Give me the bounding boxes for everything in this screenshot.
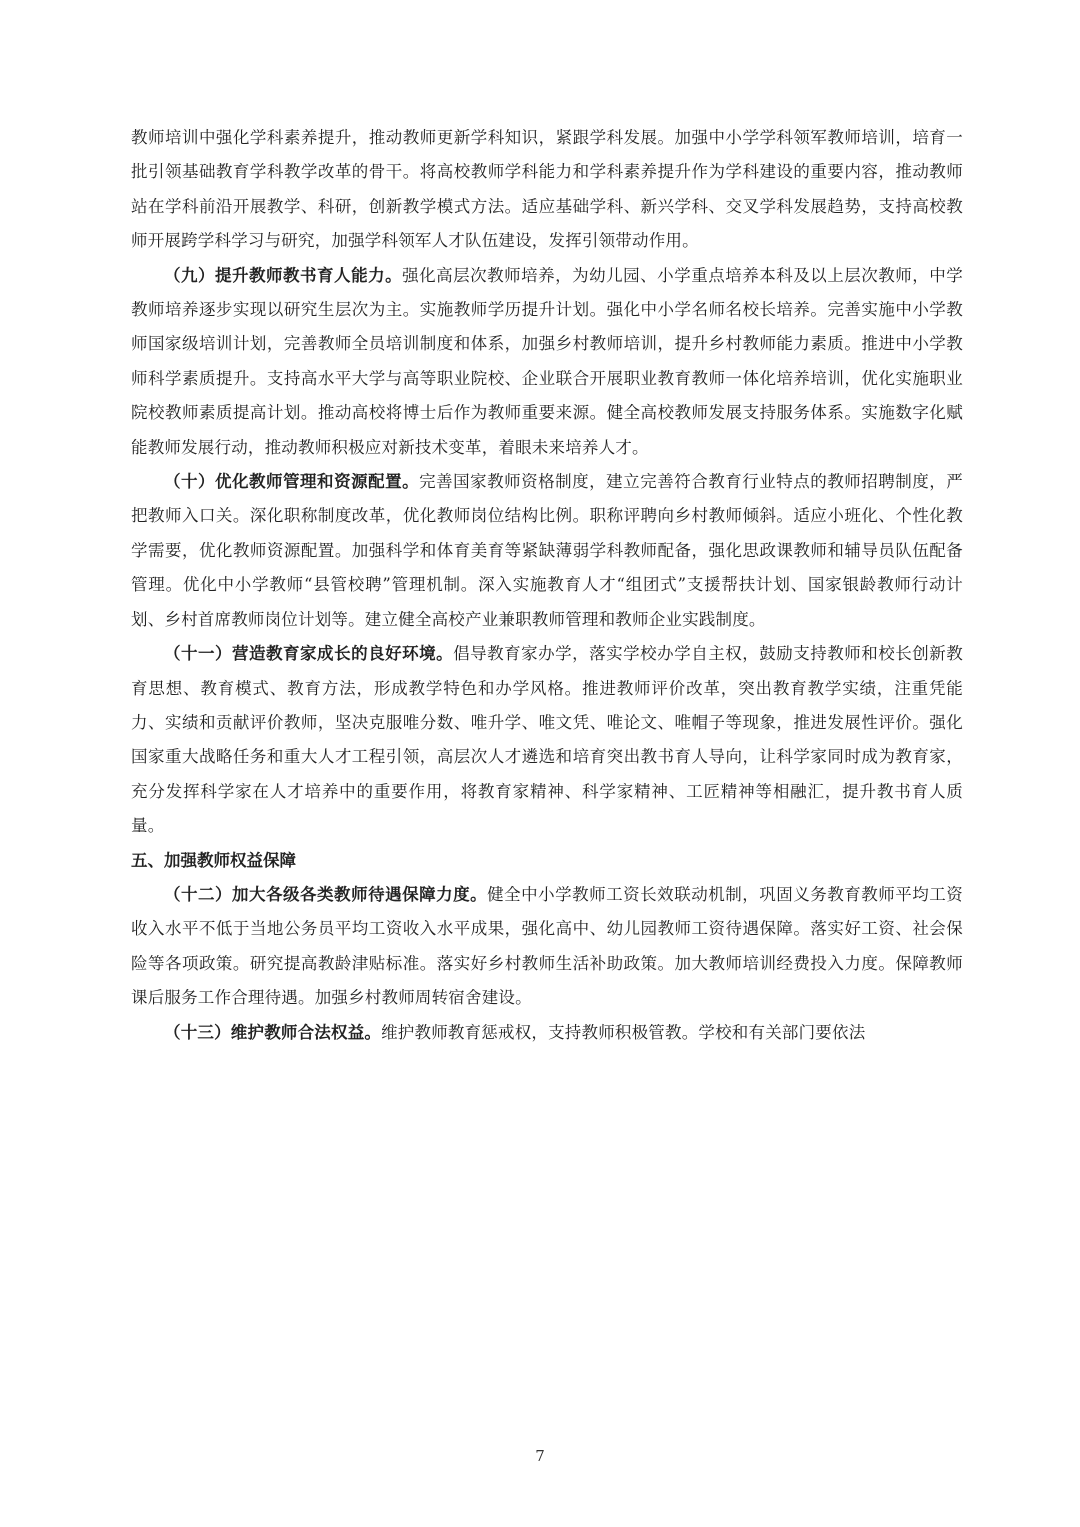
paragraph-continuation	[131, 121, 963, 259]
paragraph-heading: （十）优化教师管理和资源配置。	[164, 472, 420, 492]
paragraph-body: 强化高层次教师培养，为幼儿园、小学重点培养本科及以上层次教师，中学教师培养逐步实现以研究生层次为主。实施教师学历提升计划。强化中小学名师名校长培养。完善实施中小学教师国家级培训计划，完善教师全员培训制度和体系，加强乡村教师培训，提升乡村教师能力素质。推进中小学教师科学素质提升。支持高水平大学与高等职业院校、企业联合开展职业教育教师一体化培养培训，优化实施职业院校教师素质提高计划。推动高校将博士后作为教师重要来源。健全高校教师发展支持服务体系。实施数字化赋能教师发展行动，推动教师积极应对新技术变革，着眼未来培养人才。	[131, 265, 963, 457]
paragraph-heading: （十一）营造教育家成长的良好环境。	[164, 644, 454, 664]
paragraph-item-13	[131, 1016, 963, 1050]
paragraph-body: 完善国家教师资格制度，建立完善符合教育行业特点的教师招聘制度，严把教师入口关。深化职称制度改革，优化教师岗位结构比例。职称评聘向乡村教师倾斜。适应小班化、个性化教学需要，优化教师资源配置。加强科学和体育美育等紧缺薄弱学科教师配备，强化思政课教师和辅导员队伍配备管理。优化中小学教师“县管校聘”管理机制。深入实施教育人才“组团式”支援帮扶计划、国家银龄教师行动计划、乡村首席教师岗位计划等。建立健全高校产业兼职教师管理和教师企业实践制度。	[131, 472, 964, 629]
paragraph-heading: （十二）加大各级各类教师待遇保障力度。	[164, 884, 488, 904]
paragraph-heading: （十三）维护教师合法权益。	[164, 1022, 382, 1042]
paragraph-body: 教师培训中强化学科素养提升，推动教师更新学科知识，紧跟学科发展。加强中小学学科领军教师培训，培育一批引领基础教育学科教学改革的骨干。将高校教师学科能力和学科素养提升作为学科建设的重要内容，推动教师站在学科前沿开展教学、科研，创新教学模式方法。适应基础学科、新兴学科、交叉学科发展趋势，支持高校教师开展跨学科学习与研究，加强学科领军人才队伍建设，发挥引领带动作用。	[131, 128, 963, 251]
paragraph-body: 维护教师教育惩戒权，支持教师积极管教。学校和有关部门要依法	[381, 1022, 866, 1042]
paragraph-body: 倡导教育家办学，落实学校办学自主权，鼓励支持教师和校长创新教育思想、教育模式、教育方法，形成教学特色和办学风格。推进教师评价改革，突出教育教学实绩，注重凭能力、实绩和贡献评价教师，坚决克服唯分数、唯升学、唯文凭、唯论文、唯帽子等现象，推进发展性评价。强化国家重大战略任务和重大人才工程引领，高层次人才遴选和培育突出教书育人导向，让科学家同时成为教育家，充分发挥科学家在人才培养中的重要作用，将教育家精神、科学家精神、工匠精神等相融汇，提升教书育人质量。	[131, 644, 963, 836]
page-number: 7	[535, 1447, 545, 1465]
paragraph-body: 健全中小学教师工资长效联动机制，巩固义务教育教师平均工资收入水平不低于当地公务员平均工资收入水平成果，强化高中、幼儿园教师工资待遇保障。落实好工资、社会保险等各项政策。研究提高教龄津贴标准。落实好乡村教师生活补助政策。加大教师培训经费投入力度。保障教师课后服务工作合理待遇。加强乡村教师周转宿舍建设。	[131, 884, 963, 1008]
paragraph-heading: （九）提升教师教书育人能力。	[164, 265, 403, 285]
page-body	[131, 121, 963, 1050]
paragraph-item-12	[131, 878, 963, 1016]
paragraph-item-11	[131, 637, 963, 843]
section-heading: 五、加强教师权益保障	[131, 850, 296, 870]
paragraph-item-9	[131, 259, 963, 465]
paragraph-item-10	[131, 465, 963, 637]
